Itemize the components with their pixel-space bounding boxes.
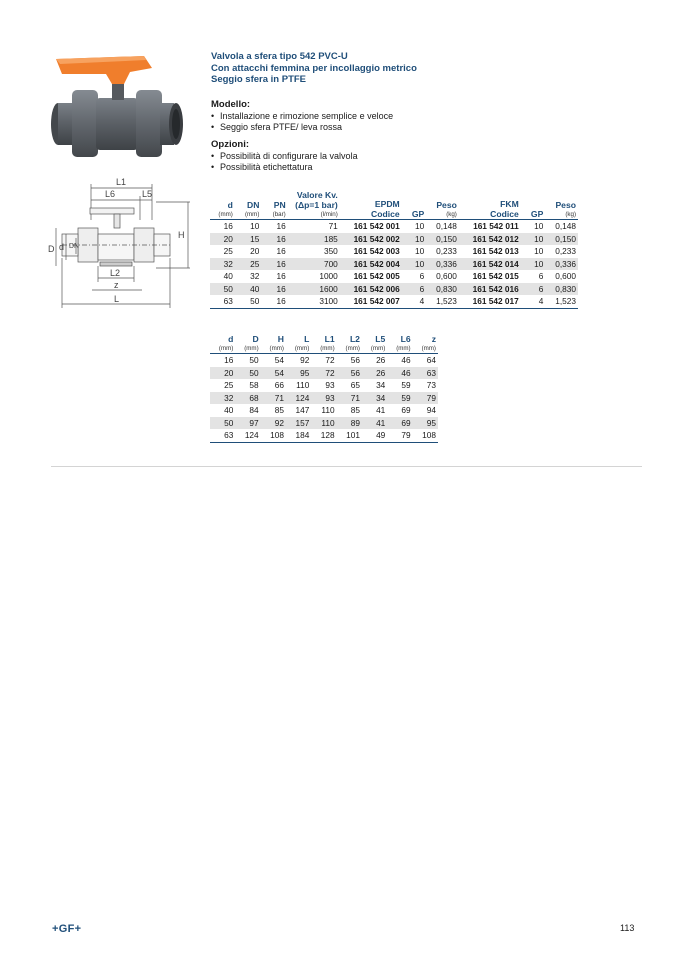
options-heading: Opzioni: xyxy=(211,139,249,150)
table-cell: 69 xyxy=(387,417,412,430)
table-cell: 10 xyxy=(534,246,544,256)
column-header xyxy=(261,190,287,220)
column-header xyxy=(210,334,235,354)
column-unit: (mm) xyxy=(269,345,284,352)
table-cell: 1600 xyxy=(288,283,340,296)
table-cell: 161 542 007 xyxy=(340,295,402,308)
column-header xyxy=(288,190,340,220)
table-cell: 71 xyxy=(337,392,362,405)
table-cell: 16 xyxy=(276,271,286,281)
table-cell: 93 xyxy=(311,392,336,405)
table-cell: 63 xyxy=(413,367,438,380)
column-header-label: Peso xyxy=(555,200,576,210)
table-cell: 94 xyxy=(426,405,436,415)
table-cell: 46 xyxy=(387,367,412,380)
column-unit: (bar) xyxy=(272,211,286,218)
column-header-label: Valore Kv. xyxy=(296,190,338,200)
table-cell: 0,830 xyxy=(545,283,578,296)
table-cell: 16 xyxy=(261,295,287,308)
table-cell: 10 xyxy=(521,258,546,271)
table-row xyxy=(210,283,578,296)
table-cell: 10 xyxy=(402,258,427,271)
dimensions-table-body xyxy=(210,354,438,443)
column-unit: (mm) xyxy=(345,345,360,352)
table-cell: 97 xyxy=(235,417,260,430)
table-cell: 124 xyxy=(235,429,260,442)
table-cell: 93 xyxy=(325,380,335,390)
column-unit: (mm) xyxy=(421,345,436,352)
table-cell: 56 xyxy=(337,354,362,367)
column-header-label: GP xyxy=(411,209,425,219)
table-cell: 0,830 xyxy=(426,283,459,296)
column-header xyxy=(545,190,578,220)
table-cell: 157 xyxy=(286,417,311,430)
table-cell: 92 xyxy=(261,417,286,430)
title-line: Seggio sfera in PTFE xyxy=(211,74,307,85)
table-cell: 1,523 xyxy=(545,295,578,308)
table-cell: 40 xyxy=(224,405,234,415)
table-cell: 92 xyxy=(286,354,311,367)
table-cell: 128 xyxy=(311,429,336,442)
table-cell: 56 xyxy=(337,367,362,380)
diagram-label-l1: L1 xyxy=(116,177,127,187)
table-cell: 58 xyxy=(249,380,259,390)
table-cell: 147 xyxy=(295,405,310,415)
column-header-label: d xyxy=(227,200,233,210)
column-header xyxy=(340,190,402,220)
column-header xyxy=(362,334,387,354)
column-header-label: EPDM xyxy=(374,199,400,209)
table-cell: 40 xyxy=(223,271,233,281)
table-cell: 0,336 xyxy=(426,258,459,271)
table-row xyxy=(210,429,438,442)
diagram-label-h: H xyxy=(178,230,185,240)
table-cell: 161 542 011 xyxy=(459,220,521,233)
table-cell: 50 xyxy=(210,417,235,430)
table-cell: 85 xyxy=(274,405,284,415)
table-cell: 71 xyxy=(261,392,286,405)
column-header-label: DN xyxy=(246,200,260,210)
table-cell: 10 xyxy=(402,220,427,233)
table-cell: 73 xyxy=(426,380,436,390)
column-header xyxy=(402,190,427,220)
diagram-label-l5: L5 xyxy=(142,189,153,199)
table-cell: 161 542 014 xyxy=(459,258,521,271)
table-cell: 66 xyxy=(274,380,284,390)
table-cell: 16 xyxy=(261,233,287,246)
table-cell: 1,523 xyxy=(426,295,459,308)
column-header-label: L2 xyxy=(349,334,360,344)
model-bullet: • Installazione e rimozione semplice e veloce xyxy=(211,111,511,122)
table-row xyxy=(210,220,578,233)
column-header-label: d xyxy=(228,334,234,344)
table-cell: 161 542 016 xyxy=(459,283,521,296)
options-bullet: • Possibilità etichettatura xyxy=(211,162,511,173)
column-header-label: L xyxy=(304,334,310,344)
table-row xyxy=(210,354,438,367)
dimensions-table xyxy=(210,334,438,443)
column-header-label-2: Codice xyxy=(371,209,400,219)
options-bullet: • Possibilità di configurare la valvola xyxy=(211,151,511,162)
title-line: Con attacchi femmina per incollaggio metrico xyxy=(211,62,417,74)
table-cell: 16 xyxy=(261,220,287,233)
column-header-label: H xyxy=(277,334,284,344)
table-cell: 161 542 004 xyxy=(340,258,402,271)
title-line: Valvola a sfera tipo 542 PVC-U xyxy=(211,51,348,62)
table-row xyxy=(210,245,578,258)
table-cell: 25 xyxy=(224,380,234,390)
table-cell: 85 xyxy=(350,405,360,415)
table-row xyxy=(210,295,578,308)
table-cell: 69 xyxy=(401,405,411,415)
column-header xyxy=(459,190,521,220)
table-row xyxy=(210,233,578,246)
table-cell: 1000 xyxy=(319,271,338,281)
table-cell: 79 xyxy=(413,392,438,405)
table-cell: 54 xyxy=(261,354,286,367)
column-header xyxy=(426,190,459,220)
table-cell: 63 xyxy=(210,295,235,308)
table-cell: 50 xyxy=(210,283,235,296)
product-title xyxy=(211,51,511,86)
table-cell: 20 xyxy=(210,367,235,380)
table-cell: 0,150 xyxy=(545,233,578,246)
dimensions-table-header xyxy=(210,334,438,354)
codes-table-header xyxy=(210,190,578,220)
table-cell: 184 xyxy=(286,429,311,442)
column-header-label: PN xyxy=(273,200,286,210)
column-header-label: FKM xyxy=(500,199,519,209)
table-cell: 6 xyxy=(521,283,546,296)
column-header xyxy=(521,190,546,220)
table-cell: 10 xyxy=(521,220,546,233)
codes-table xyxy=(210,190,578,309)
table-row xyxy=(210,379,438,392)
column-header xyxy=(210,190,235,220)
column-unit: (mm) xyxy=(320,345,335,352)
table-cell: 46 xyxy=(387,354,412,367)
table-row xyxy=(210,258,578,271)
table-cell: 161 542 002 xyxy=(340,233,402,246)
table-cell: 25 xyxy=(223,246,233,256)
table-cell: 10 xyxy=(415,246,425,256)
column-header xyxy=(387,334,412,354)
model-section xyxy=(211,99,511,133)
column-header-label: z xyxy=(431,334,436,344)
table-cell: 64 xyxy=(413,354,438,367)
table-cell: 41 xyxy=(362,417,387,430)
table-cell: 68 xyxy=(235,392,260,405)
column-unit: (kg) xyxy=(446,211,457,218)
table-cell: 161 542 005 xyxy=(353,271,400,281)
column-header xyxy=(235,334,260,354)
table-cell: 15 xyxy=(235,233,262,246)
table-cell: 54 xyxy=(261,367,286,380)
table-cell: 32 xyxy=(210,392,235,405)
table-cell: 16 xyxy=(261,258,287,271)
table-cell: 0,600 xyxy=(436,271,457,281)
column-header-label: GP xyxy=(530,209,544,219)
table-cell: 50 xyxy=(235,367,260,380)
column-header xyxy=(413,334,438,354)
table-cell: 26 xyxy=(362,367,387,380)
table-cell: 108 xyxy=(413,429,438,442)
column-header xyxy=(311,334,336,354)
table-cell: 84 xyxy=(249,405,259,415)
table-cell: 161 542 015 xyxy=(472,271,519,281)
table-cell: 20 xyxy=(210,233,235,246)
table-cell: 0,233 xyxy=(436,246,457,256)
table-cell: 89 xyxy=(337,417,362,430)
column-unit: (l/min) xyxy=(320,211,338,218)
column-unit: (mm) xyxy=(294,345,310,352)
table-cell: 32 xyxy=(210,258,235,271)
column-unit: (mm) xyxy=(244,345,259,352)
table-cell: 110 xyxy=(321,405,335,415)
column-unit: (mm) xyxy=(244,211,260,218)
column-header-label-2: (Δp=1 bar) xyxy=(295,200,338,210)
table-cell: 0,336 xyxy=(545,258,578,271)
table-cell: 59 xyxy=(401,380,411,390)
table-cell: 161 542 017 xyxy=(459,295,521,308)
diagram-label-dn: DN xyxy=(69,243,80,250)
table-cell: 185 xyxy=(288,233,340,246)
table-cell: 108 xyxy=(261,429,286,442)
table-cell: 0,148 xyxy=(426,220,459,233)
valve-photo xyxy=(48,50,193,165)
page-number: 113 xyxy=(620,923,635,933)
diagram-label-big-d: D xyxy=(48,244,55,254)
column-unit: (kg) xyxy=(565,211,576,218)
table-cell: 110 xyxy=(296,380,310,390)
diagram-label-l6: L6 xyxy=(105,189,116,199)
table-cell: 3100 xyxy=(288,295,340,308)
column-unit: (mm) xyxy=(370,345,386,352)
table-cell: 10 xyxy=(402,233,427,246)
table-cell: 34 xyxy=(362,392,387,405)
diagram-label-d: d xyxy=(59,242,65,252)
table-cell: 6 xyxy=(538,271,544,281)
table-cell: 110 xyxy=(311,417,336,430)
gf-logo: +GF+ xyxy=(52,923,82,935)
table-cell: 95 xyxy=(286,367,311,380)
table-row xyxy=(210,404,438,417)
divider xyxy=(51,466,642,467)
diagram-label-z: z xyxy=(114,280,119,290)
table-cell: 16 xyxy=(210,220,235,233)
column-header-label: Peso xyxy=(436,200,457,210)
table-cell: 161 542 001 xyxy=(340,220,402,233)
table-cell: 700 xyxy=(288,258,340,271)
table-cell: 16 xyxy=(210,354,235,367)
column-header-label: L1 xyxy=(324,334,335,344)
diagram-label-l: L xyxy=(114,294,120,304)
dimension-diagram xyxy=(48,174,193,314)
options-section xyxy=(211,139,511,173)
table-cell: 72 xyxy=(311,367,336,380)
table-cell: 0,233 xyxy=(555,246,576,256)
table-cell: 124 xyxy=(286,392,311,405)
table-cell: 72 xyxy=(311,354,336,367)
column-header xyxy=(261,334,286,354)
table-cell: 4 xyxy=(521,295,546,308)
table-cell: 6 xyxy=(419,271,425,281)
table-cell: 101 xyxy=(337,429,362,442)
table-cell: 79 xyxy=(387,429,412,442)
table-cell: 25 xyxy=(235,258,262,271)
column-header xyxy=(235,190,262,220)
column-header-label: L5 xyxy=(375,334,386,344)
diagram-label-l2: L2 xyxy=(110,268,121,278)
model-bullet: • Seggio sfera PTFE/ leva rossa xyxy=(211,122,511,133)
table-cell: 71 xyxy=(288,220,340,233)
table-cell: 10 xyxy=(521,233,546,246)
table-cell: 34 xyxy=(376,380,386,390)
table-cell: 161 542 006 xyxy=(340,283,402,296)
codes-table-body xyxy=(210,220,578,309)
table-cell: 0,600 xyxy=(555,271,576,281)
table-cell: 32 xyxy=(250,271,260,281)
table-cell: 10 xyxy=(235,220,262,233)
table-cell: 40 xyxy=(235,283,262,296)
table-cell: 350 xyxy=(323,246,338,256)
table-cell: 95 xyxy=(413,417,438,430)
table-cell: 0,150 xyxy=(426,233,459,246)
table-cell: 65 xyxy=(350,380,360,390)
model-heading: Modello: xyxy=(211,99,251,110)
table-cell: 16 xyxy=(276,246,286,256)
column-header-label-2: Codice xyxy=(490,209,519,219)
table-cell: 0,148 xyxy=(545,220,578,233)
table-cell: 26 xyxy=(362,354,387,367)
table-cell: 4 xyxy=(402,295,427,308)
table-row xyxy=(210,417,438,430)
column-header-label: L6 xyxy=(400,334,411,344)
table-row xyxy=(210,367,438,380)
table-row xyxy=(210,392,438,405)
table-cell: 41 xyxy=(376,405,386,415)
column-unit: (mm) xyxy=(218,211,233,218)
column-unit: (mm) xyxy=(396,345,411,352)
table-cell: 63 xyxy=(210,429,235,442)
table-cell: 49 xyxy=(362,429,387,442)
column-unit: (mm) xyxy=(218,345,234,352)
table-cell: 16 xyxy=(261,283,287,296)
table-row xyxy=(210,270,578,283)
column-header xyxy=(286,334,311,354)
column-header xyxy=(337,334,362,354)
column-header-label: D xyxy=(252,334,259,344)
table-cell: 50 xyxy=(235,295,262,308)
table-cell: 161 542 012 xyxy=(459,233,521,246)
table-cell: 6 xyxy=(402,283,427,296)
table-cell: 20 xyxy=(250,246,260,256)
table-cell: 59 xyxy=(387,392,412,405)
table-cell: 50 xyxy=(235,354,260,367)
table-cell: 161 542 003 xyxy=(353,246,400,256)
table-cell: 161 542 013 xyxy=(472,246,519,256)
